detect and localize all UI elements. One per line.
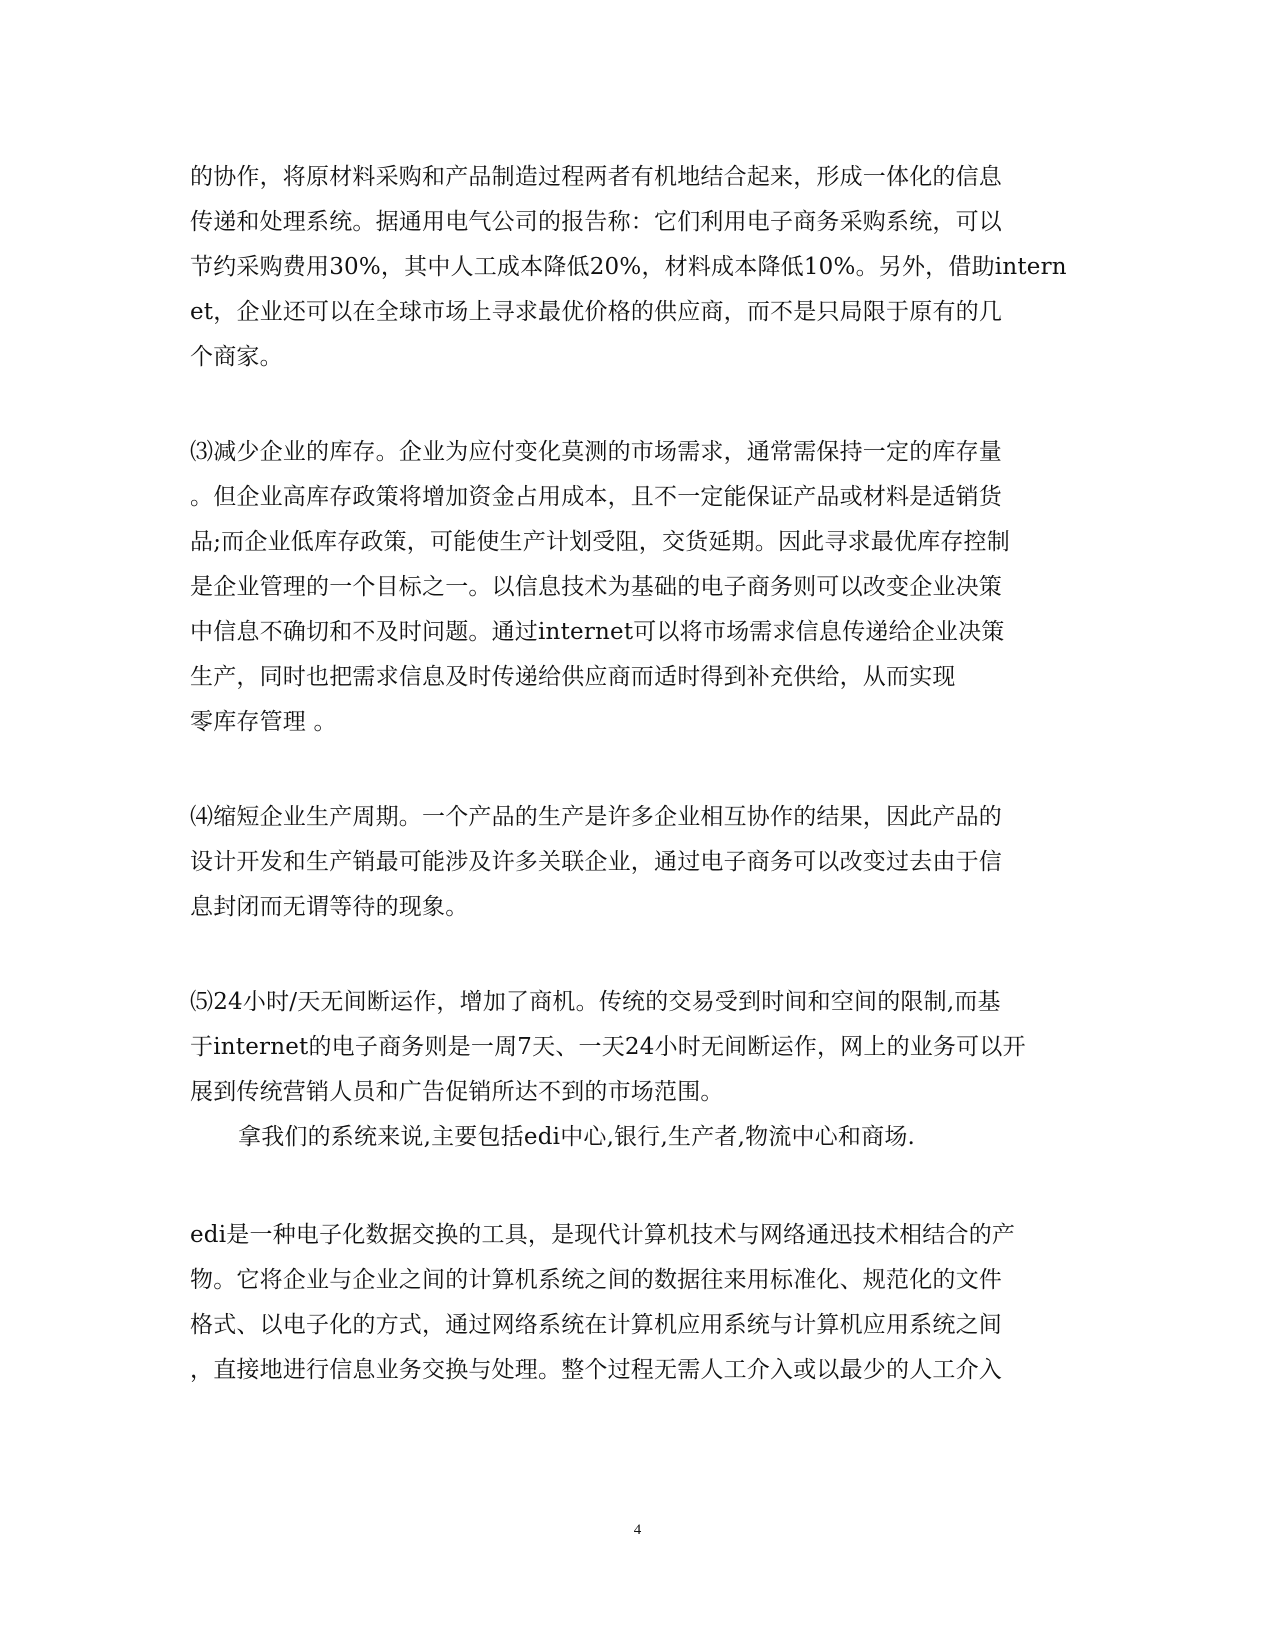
text-line: 于internet的电子商务则是一周7天、一天24小时无间断运作，网上的业务可以开 [190,1034,1026,1060]
text-line: 。但企业高库存政策将增加资金占用成本，且不一定能保证产品或材料是适销货 [190,484,1002,510]
text-line: ，直接地进行信息业务交换与处理。整个过程无需人工介入或以最少的人工介入 [190,1357,1002,1383]
text-line: 拿我们的系统来说,主要包括edi中心,银行,生产者,物流中心和商场. [238,1124,916,1150]
text-line: 展到传统营销人员和广告促销所达不到的市场范围。 [190,1079,724,1105]
text-line: 品;而企业低库存政策，可能使生产计划受阻，交货延期。因此寻求最优库存控制 [190,529,1010,555]
text-line: 息封闭而无谓等待的现象。 [190,894,469,920]
text-line: 个商家。 [190,344,283,370]
text-line: et，企业还可以在全球市场上寻求最优价格的供应商，而不是只局限于原有的几 [190,299,1003,325]
text-line: 设计开发和生产销最可能涉及许多关联企业，通过电子商务可以改变过去由于信 [190,849,1002,875]
page-number: 4 [633,1522,642,1538]
text-line: ⑷缩短企业生产周期。一个产品的生产是许多企业相互协作的结果，因此产品的 [190,804,1002,830]
text-line: ⑶减少企业的库存。企业为应付变化莫测的市场需求，通常需保持一定的库存量 [190,439,1002,465]
text-line: 是企业管理的一个目标之一。以信息技术为基础的电子商务则可以改变企业决策 [190,574,1002,600]
text-line: ⑸24小时/天无间断运作，增加了商机。传统的交易受到时间和空间的限制,而基 [190,989,1001,1015]
text-line: 的协作，将原材料采购和产品制造过程两者有机地结合起来，形成一体化的信息 [190,164,1002,190]
text-line: edi是一种电子化数据交换的工具，是现代计算机技术与网络通迅技术相结合的产 [190,1222,1016,1248]
text-line: 格式、以电子化的方式，通过网络系统在计算机应用系统与计算机应用系统之间 [190,1312,1002,1338]
text-line: 零库存管理 。 [190,709,337,735]
text-line: 中信息不确切和不及时问题。通过internet可以将市场需求信息传递给企业决策 [190,619,1005,645]
text-line: 物。它将企业与企业之间的计算机系统之间的数据往来用标准化、规范化的文件 [190,1267,1002,1293]
text-line: 传递和处理系统。据通用电气公司的报告称：它们利用电子商务采购系统，可以 [190,209,1002,235]
text-line: 节约采购费用30%，其中人工成本降低20%，材料成本降低10%。另外，借助intern [190,254,1067,280]
text-line: 生产，同时也把需求信息及时传递给供应商而适时得到补充供给，从而实现 [190,664,956,690]
